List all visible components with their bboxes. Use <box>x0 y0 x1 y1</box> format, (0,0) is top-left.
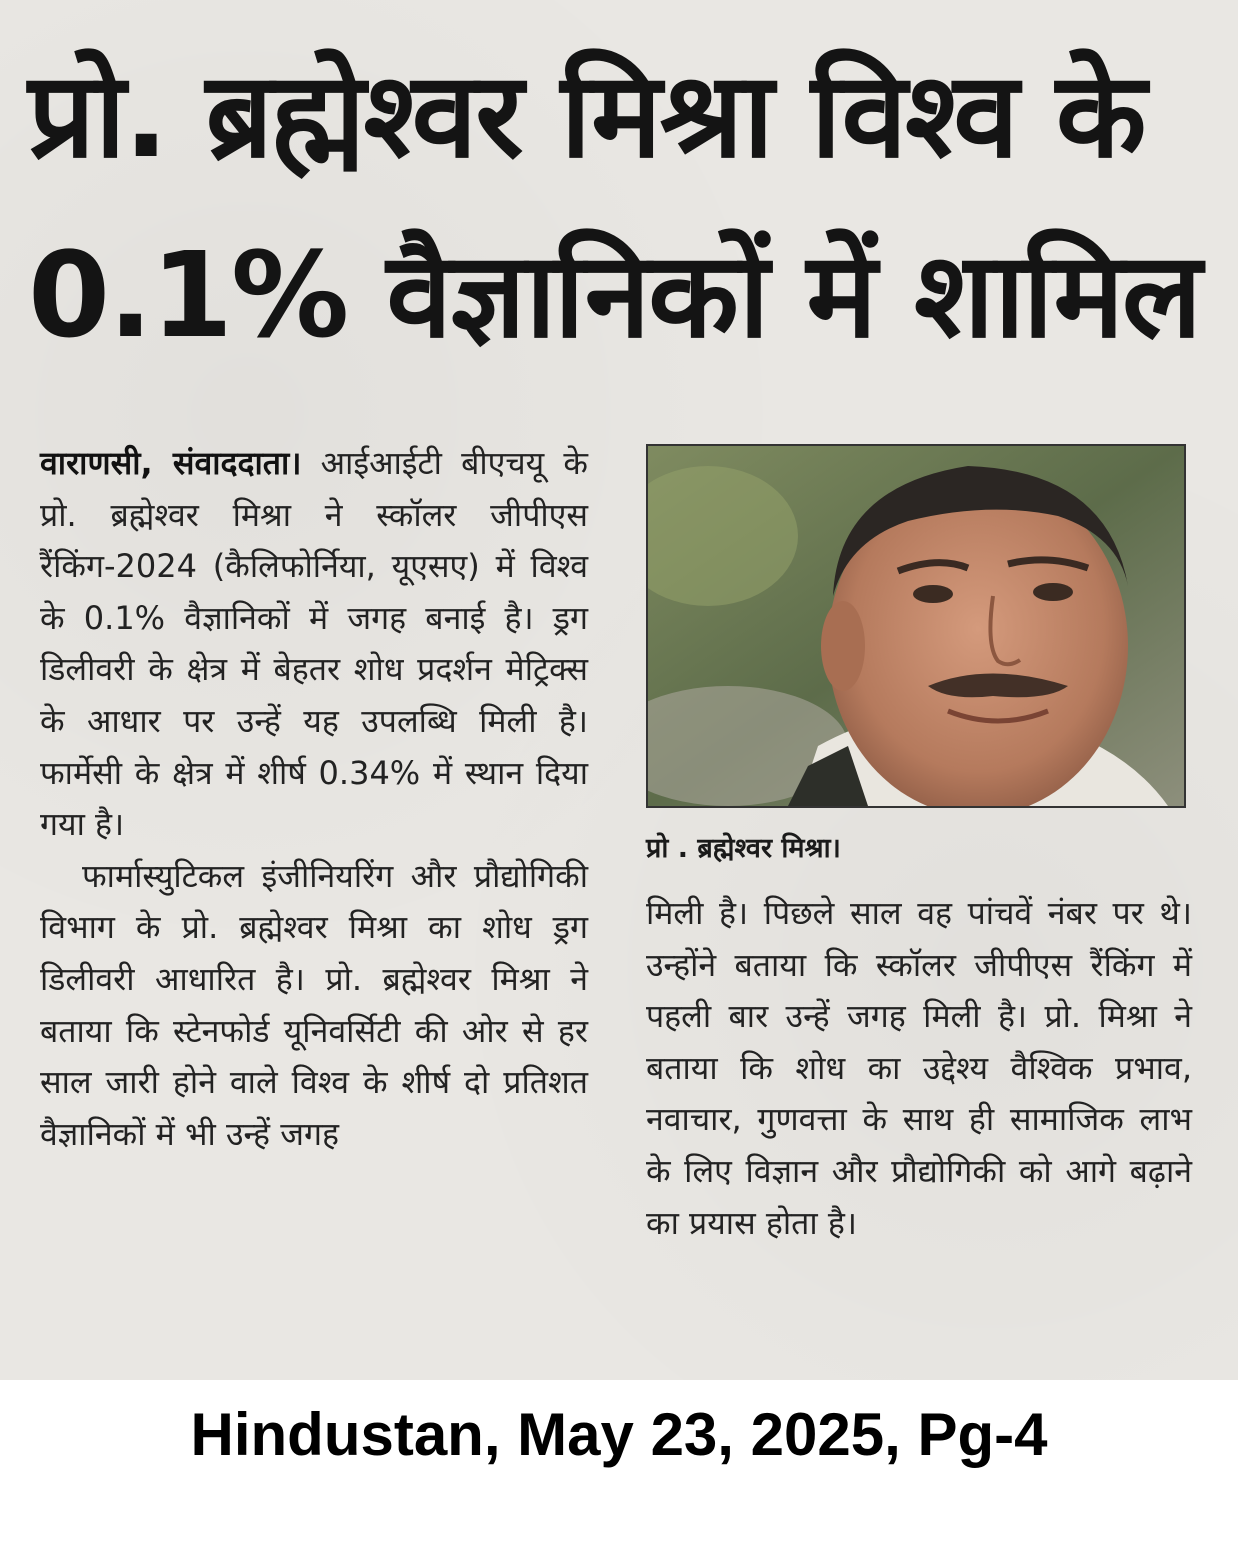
article-column-right <box>646 888 1192 1249</box>
headline-line-2: 0.1% वैज्ञानिकों में शामिल <box>28 226 1201 364</box>
dateline: वाराणसी, संवाददाता। <box>40 444 302 482</box>
article-paragraph-1 <box>40 438 588 851</box>
article-column-left <box>40 438 588 1160</box>
headline-line-1: प्रो. ब्रह्मेश्वर मिश्रा विश्व के <box>28 46 1145 184</box>
article-paragraph-2: फार्मास्युटिकल इंजीनियरिंग और प्रौद्योगिकी विभाग के प्रो. ब्रह्मेश्वर मिश्रा का शोध ड्रग डिलीवरी आधारित है। प्रो. ब्रह्मेश्वर मिश्रा ने बताया कि स्टेनफोर्ड यूनिवर्सिटी की ओर से हर साल जारी होने वाले विश्व के शीर्ष दो प्रतिशत वैज्ञानिकों में भी उन्हें जगह <box>40 856 588 1153</box>
article-paragraph-3: मिली है। पिछले साल वह पांचवें नंबर पर थे। उन्होंने बताया कि स्कॉलर जीपीएस रैंकिंग में पहली बार उन्हें जगह मिली है। प्रो. मिश्रा ने बताया कि शोध का उद्देश्य वैश्विक प्रभाव, नवाचार, गुणवत्ता के साथ ही सामाजिक लाभ के लिए विज्ञान और प्रौद्योगिकी को आगे बढ़ाने का प्रयास होता है। <box>646 894 1192 1242</box>
portrait-image <box>648 446 1184 806</box>
photo-caption: प्रो . ब्रह्मेश्वर मिश्रा। <box>646 833 841 864</box>
paragraph-1-text: आईआईटी बीएचयू के प्रो. ब्रह्मेश्वर मिश्रा ने स्कॉलर जीपीएस रैंकिंग-2024 (कैलिफोर्निया, यूएसए) में विश्व के 0.1% वैज्ञानिकों में जगह बनाई है। ड्रग डिलीवरी के क्षेत्र में बेहतर शोध प्रदर्शन मेट्रिक्स के आधार पर उन्हें यह उपलब्धि मिली है। फार्मेसी के क्षेत्र में शीर्ष 0.34% में स्थान दिया गया है। <box>40 444 588 844</box>
source-citation: Hindustan, May 23, 2025, Pg-4 <box>190 1401 1048 1468</box>
portrait-photo <box>646 444 1186 808</box>
